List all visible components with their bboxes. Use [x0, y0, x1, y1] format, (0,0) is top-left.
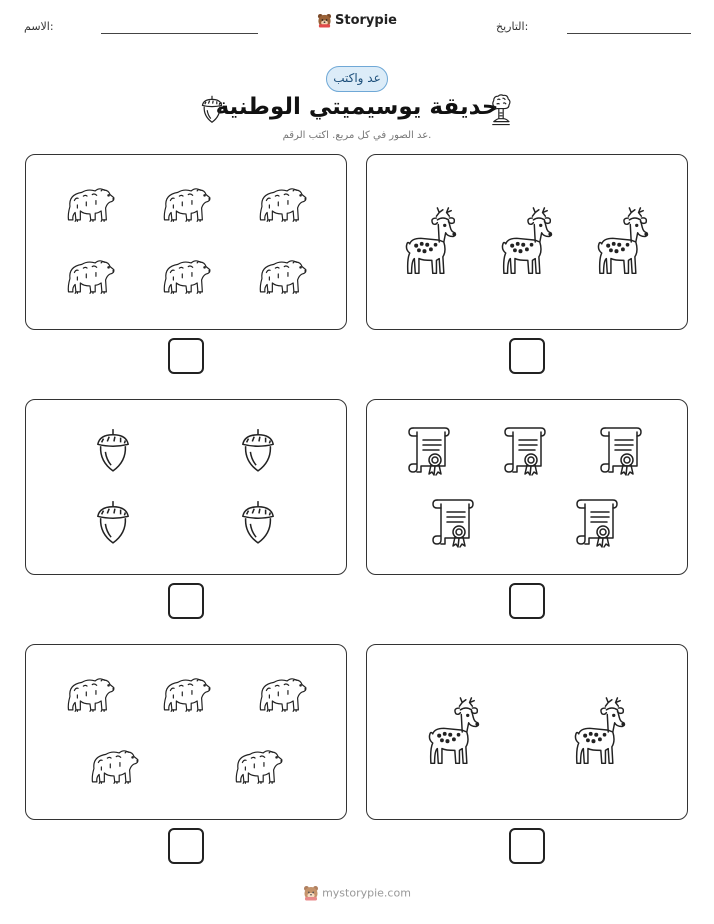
deer-icon [402, 207, 458, 277]
brand-name: Storypie [335, 13, 397, 28]
bear-icon [256, 184, 308, 226]
date-line[interactable] [567, 33, 691, 34]
bear-icon [232, 746, 284, 788]
answer-box[interactable] [509, 583, 545, 619]
certificate-icon [407, 424, 453, 476]
tree-icon [490, 94, 512, 126]
answer-box[interactable] [168, 338, 204, 374]
deer-icon [425, 697, 481, 767]
answer-box[interactable] [509, 828, 545, 864]
certificate-icon [599, 424, 645, 476]
bear-icon [64, 184, 116, 226]
bear-icon [160, 674, 212, 716]
date-label: التاريخ: [496, 20, 529, 33]
count-panel-deer-2 [366, 644, 688, 820]
count-panel-bears-5 [25, 644, 347, 820]
storypie-bear-icon [317, 13, 332, 28]
acorn-icon [94, 498, 132, 546]
bear-icon [88, 746, 140, 788]
certificate-icon [431, 496, 477, 548]
deer-icon [571, 697, 627, 767]
deer-icon [498, 207, 554, 277]
footer [0, 885, 714, 901]
acorn-icon [94, 426, 132, 474]
count-panel-deer-3 [366, 154, 688, 330]
bear-icon [160, 184, 212, 226]
count-panel-certificates-5 [366, 399, 688, 575]
certificate-icon [575, 496, 621, 548]
bear-icon [160, 256, 212, 298]
certificate-icon [503, 424, 549, 476]
answer-box[interactable] [168, 828, 204, 864]
count-panel-bears-6 [25, 154, 347, 330]
bear-icon [256, 256, 308, 298]
page-title: حديقة يوسيميتي الوطنية [215, 94, 499, 120]
name-label: الاسم: [24, 20, 54, 33]
deer-icon [594, 207, 650, 277]
name-line[interactable] [101, 33, 258, 34]
instructions: عد الصور في كل مربع. اكتب الرقم. [282, 130, 432, 141]
answer-box[interactable] [168, 583, 204, 619]
footer-site[interactable]: mystorypie.com [322, 886, 411, 900]
bear-icon [64, 674, 116, 716]
storypie-bear-icon [303, 885, 319, 901]
acorn-icon [200, 94, 224, 124]
activity-badge: عد واكتب [326, 66, 388, 92]
answer-box[interactable] [509, 338, 545, 374]
bear-icon [256, 674, 308, 716]
acorn-icon [239, 498, 277, 546]
count-panel-acorns-4 [25, 399, 347, 575]
acorn-icon [239, 426, 277, 474]
bear-icon [64, 256, 116, 298]
brand-logo [0, 13, 714, 28]
